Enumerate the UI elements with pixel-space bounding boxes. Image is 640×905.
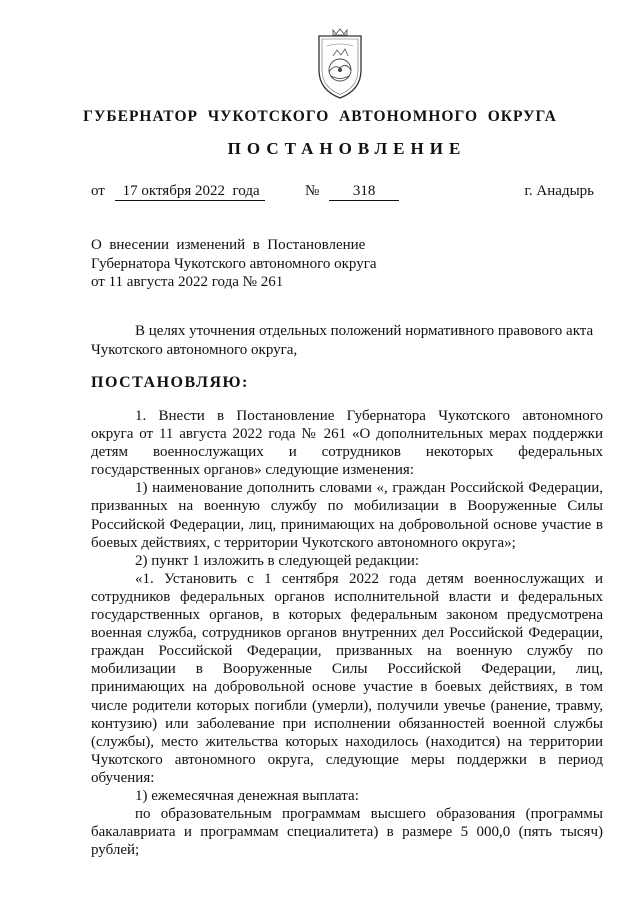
body-line: округа от 11 августа 2022 года № 261 «О дополнительных мерах поддержки [91, 426, 603, 443]
body-line: военная служба, сотрудников органов внутренних дел Российской Федерации, [91, 625, 603, 642]
body-line: числе родители которых погибли (умерли), получили увечье (ранение, травму, [91, 697, 603, 714]
preamble-line: Чукотского автономного округа, [91, 341, 298, 358]
number-label: № [305, 183, 320, 199]
body-line: контузию) или заболевание при исполнении обязанностей военной службы [91, 715, 603, 732]
decrees-heading: ПОСТАНОВЛЯЮ: [91, 374, 249, 391]
subject-line: от 11 августа 2022 года № 261 [91, 274, 284, 290]
body-line: «1. Установить с 1 сентября 2022 года детям военнослужащих и [135, 570, 603, 587]
body-line: мобилизации в Вооруженные Силы Российской Федерации, лиц, [91, 661, 603, 678]
coat-of-arms-emblem [303, 26, 377, 102]
body-line: Чукотского автономного округа, следующие меры поддержки в период [91, 751, 603, 768]
body-line: граждан Российской Федерации, призванных на военную службу по [91, 643, 603, 660]
body-line: рублей; [91, 842, 140, 859]
subject-line: О внесении изменений в Постановление [91, 237, 366, 253]
body-line: 2) пункт 1 изложить в следующей редакции: [135, 552, 420, 569]
subject-line: Губернатора Чукотского автономного округа [91, 255, 377, 272]
body-line: призванных на военную службу по мобилизации в Вооруженные Силы [91, 498, 603, 515]
body-line: 1. Внести в Постановление Губернатора Чукотского автономного [135, 408, 603, 424]
body-line: детям военнослужащих и сотрудников некоторых федеральных [91, 444, 603, 461]
body-line: бакалавриата и программам специалитета) в размере 5 000,0 (пять тысяч) [91, 824, 603, 841]
decree-number: 318 [329, 183, 399, 201]
body-line: государственных органов, в которых федеральным законом предусмотрена [91, 607, 603, 624]
body-line: (службы), место жительства которых находилось (находится) на территории [91, 733, 603, 750]
document-type-heading: ПОСТАНОВЛЕНИЕ [227, 139, 467, 158]
decree-city: г. Анадырь [524, 183, 594, 199]
decree-number-field [305, 183, 399, 201]
date-label: от [91, 183, 105, 199]
decree-date-field [91, 183, 265, 201]
body-line: принимающих на добровольной основе участие в боевых действиях, в том [91, 679, 603, 696]
decree-subject [91, 236, 383, 292]
body-line: государственных органов» следующие изменения: [91, 462, 414, 479]
preamble-line: В целях уточнения отдельных положений нормативного правового акта [135, 323, 594, 339]
body-line: сотрудников федеральных органов исполнительной власти и федеральных [91, 588, 603, 605]
body-line: обучения: [91, 769, 155, 786]
body-line: по образовательным программам высшего образования (программы [135, 806, 603, 823]
preamble [91, 322, 603, 359]
body-line: 1) ежемесячная денежная выплата: [135, 787, 359, 804]
authority-title: ГУБЕРНАТОР ЧУКОТСКОГО АВТОНОМНОГО ОКРУГА [83, 108, 557, 125]
body-line: Российской Федерации, лиц, принимающих на добровольной основе участие в [91, 516, 603, 533]
body-line: боевых действиях, с территории Чукотского автономного округа»; [91, 534, 516, 551]
body-line: 1) наименование дополнить словами «, граждан Российской Федерации, [135, 480, 603, 497]
decree-body [91, 407, 603, 859]
decree-date: 17 октября 2022 года [115, 183, 265, 201]
